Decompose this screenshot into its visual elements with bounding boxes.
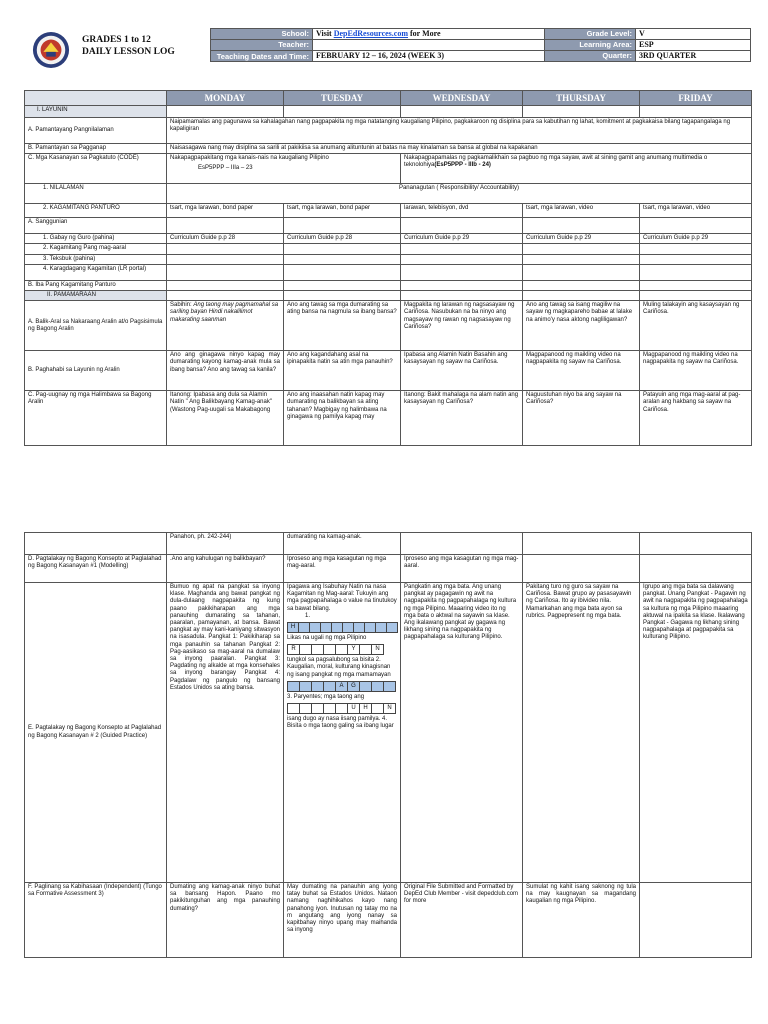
- grade-level-label: Grade Level:: [545, 29, 636, 40]
- balik-aral-tue: Ano ang tawag sa mga dumarating sa ating bansa na nagmula sa ibang bansa?: [284, 301, 401, 351]
- paghahabi-tue: Ano ang kagandahang asal na ipinapakita natin sa atin mga panauhin?: [284, 351, 401, 391]
- balik-mon-quote: Ang taong may pagmamahal sa sariling bayan Hindi nakalilimot makarating saanman: [170, 302, 279, 323]
- puzzle-word-1: [287, 622, 397, 633]
- pag-uugnay-wed: Itanong: Bakit mahalaga na alam natin ang kasaysayan ng Cariñosa?: [401, 391, 523, 446]
- teksbuk-label: 3. Teksbuk (pahina): [25, 254, 167, 264]
- paghahabi-label: B. Paghahabi sa Layunin ng Aralin: [25, 351, 167, 391]
- school-suffix: for More: [408, 29, 441, 38]
- day-wednesday: WEDNESDAY: [401, 91, 523, 106]
- day-thursday: THURSDAY: [523, 91, 640, 106]
- kagamitan-fri: tsart, mga larawan, video: [640, 204, 752, 218]
- puzzle-cell: Y: [347, 644, 360, 655]
- paghahabi-wed: Ipabasa ang Alamin Natin Basahin ang kasaysayan ng sayaw na Cariñosa.: [401, 351, 523, 391]
- teacher-label: Teacher:: [211, 40, 313, 51]
- paglinang-wed: Original File Submitted and Formatted by DepEd Club Member - visit depedclub.com for more: [401, 883, 523, 958]
- gabay-tue: Curriculum Guide p.p 28: [284, 234, 401, 244]
- learning-area-label: Learning Area:: [545, 40, 636, 51]
- day-tuesday: TUESDAY: [284, 91, 401, 106]
- day-header-blank: [25, 91, 167, 106]
- puzzle-cell: [386, 622, 398, 633]
- puzzle-cell: U: [347, 703, 360, 714]
- teacher-value: [313, 40, 545, 51]
- pagtalakay1-wed: Iproseso ang mga kasagutan ng mga mag-aaral.: [401, 555, 523, 583]
- kasanayan-code-1: EsP5PPP – IIIa – 23: [198, 165, 253, 172]
- kagamitan-label: 2. KAGAMITANG PANTURO: [25, 204, 167, 218]
- paglinang-thu: Sumulat ng kahit isang saknong ng tula na may kaugnayan sa magandang kaugalian ng mga Pilipino.: [523, 883, 640, 958]
- paghahabi-mon: Ano ang ginagawa ninyo kapag may dumarating kayong kamag-anak mula sa ibang bansa? Ano ang tawag sa kanila?: [167, 351, 284, 391]
- pagtalakay1-label: D. Pagtalakay ng Bagong Konsepto at Paglalahad ng Bagong Kasanayan #1 (Modelling): [25, 555, 167, 583]
- pag-uugnay-mon: Itanong: Ipabasa ang dula sa Alamin Natin " Ang Balikbayang Kamag-anak" (Wastong Pag-uugali sa Makabagong: [167, 391, 284, 446]
- iba-label: B. Iba Pang Kagamitang Panturo: [25, 280, 167, 290]
- puzzle-cell: [383, 681, 396, 692]
- pag-uugnay-thu: Naguustuhan niyo ba ang sayaw na Cariñosa?: [523, 391, 640, 446]
- pagtalakay2-tue: [284, 583, 401, 883]
- kasanayan-text-1: Nakapagpapakitang mga kanais-nais na kaugaliang Pilipino: [170, 155, 329, 162]
- info-table: [210, 28, 751, 62]
- puzzle-cell: G: [347, 681, 360, 692]
- item-1-question: Likas na ugali ng mga Pilipino: [287, 635, 367, 642]
- deped-seal-icon: [32, 31, 70, 69]
- quarter-label: Quarter:: [545, 51, 636, 62]
- puzzle-cell: H: [359, 703, 372, 714]
- karagdagang-label: 4. Karagdagang Kagamitan (LR portal): [25, 264, 167, 280]
- kagamitan-wed: larawan, telebisyon, dvd: [401, 204, 523, 218]
- kagamitan-thu: tsart, mga larawan, video: [523, 204, 640, 218]
- lesson-log-table-page-1: [24, 90, 752, 446]
- item-1-number: 1.: [305, 612, 311, 619]
- kagamitan-mon: tsart, mga larawan, bond paper: [167, 204, 284, 218]
- puzzle-cell: R: [287, 644, 300, 655]
- pag-uugnay-fri: Patayuin ang mga mag-aaral at pag-aralan ang hakbang sa sayaw na Cariñosa.: [640, 391, 752, 446]
- gabay-fri: Curriculum Guide p.p 29: [640, 234, 752, 244]
- gabay-label: 1. Gabay ng Guro (pahina): [25, 234, 167, 244]
- pangnilalaman-text: Naipamamalas ang pagunawa sa kahalagahan nang pagpapakita ng mga natatanging kaugaliang Pilipino, pagkakaroon ng disiplina para sa kabutihan ng lahat, komitment at pagkakaisa bilang tagapangalaga ng kapaligiran: [167, 118, 752, 144]
- paghahabi-thu: Magpapanood ng maikling video na nagpapakita ng sayaw na Cariñosa.: [523, 351, 640, 391]
- school-value: [313, 29, 545, 40]
- balik-aral-wed: Magpakita ng larawan ng nagsasayaw ng Cariñosa. Nasubukan na ba ninyo ang magsayaw ng rawan ng nagsasayaw ng Cariñosa?: [401, 301, 523, 351]
- title-line-2: DAILY LESSON LOG: [82, 47, 175, 57]
- paglinang-fri: [640, 883, 752, 958]
- isabuhay-intro: Ipagawa ang Isabuhay Natin na nasa Kagamitan ng Mag-aaral: Tukuyin ang mga pagpapahalaga o value na tinutukoy sa bawat bilang.: [287, 584, 397, 612]
- paglinang-mon: Dumating ang kamag-anak ninyo buhat sa bansang Hapon. Paano mo pakikitunguhan ang mga panauhing dumating?: [167, 883, 284, 958]
- school-label: School:: [211, 29, 313, 40]
- puzzle-word-3: [287, 681, 397, 692]
- puzzle-word-2: [287, 644, 397, 655]
- item-4-question: isang dugo ay nasa iisang pamilya. 4. Bisita o mga taong galing sa ibang lugar: [287, 716, 394, 730]
- grade-level-value: V: [636, 29, 751, 40]
- pagtalakay2-fri: Igrupo ang mga bata sa dalawang pangkat. Unang Pangkat - Pagawin ng awit na nagpapakita ng pagpapahalaga sa kultura ng mga Pilipino maaaring aktuwal na ipakita sa klase. Ikalawang Pangkat - Gagawa ng likhang sining nagpapahalaga at pagpapakita sa kulturang Pilipino.: [640, 583, 752, 883]
- dates-label: Teaching Dates and Time:: [211, 51, 313, 62]
- continuation-tue: dumarating na kamag-anak.: [284, 533, 401, 555]
- kasanayan-text-2: Nakapagpapamalas ng pagkamalikhain sa pagbuo ng mga sayaw, awit at sining gamit ang anumang multimedia o teknolohiya: [404, 155, 708, 169]
- layunin-heading: I. LAYUNIN: [25, 106, 167, 118]
- school-prefix: Visit: [316, 29, 334, 38]
- puzzle-word-4: [287, 703, 397, 714]
- pag-uugnay-tue: Ano ang inaasahan natin kapag may dumarating na balikbayan sa ating tahanan? Magbigay ng halimbawa na ginagawa ng pamilya kapag may: [284, 391, 401, 446]
- pagganap-text: Naisasagawa nang may disiplina sa sarili at pakikiisa sa anumang alituntunin at batas na may kinalaman sa bansa at global na kapakanan: [167, 144, 752, 154]
- pangnilalaman-label: A. Pamantayang Pangnilalaman: [25, 118, 167, 144]
- kasanayan-mon-tue: [167, 154, 401, 184]
- day-friday: FRIDAY: [640, 91, 752, 106]
- balik-aral-mon: [167, 301, 284, 351]
- title-line-1: GRADES 1 to 12: [82, 35, 151, 45]
- sanggunian-label: A. Sanggunian: [25, 218, 167, 234]
- document-title: [82, 34, 212, 58]
- kagamitan-tue: tsart, mga larawan, bond paper: [284, 204, 401, 218]
- puzzle-cell: N: [383, 703, 396, 714]
- pagganap-label: B. Pamantayan sa Pagganap: [25, 144, 167, 154]
- puzzle-cell: A: [335, 681, 348, 692]
- pagtalakay2-label: E. Pagtalakay ng Bagong Konsepto at Paglalahad ng Bagong Kasanayan # 2 (Guided Practice): [25, 583, 167, 883]
- nilalaman-label: 1. NILALAMAN: [25, 184, 167, 204]
- learning-area-value: ESP: [636, 40, 751, 51]
- day-monday: MONDAY: [167, 91, 284, 106]
- continuation-blank: [25, 533, 167, 555]
- kagamitang-label: 2. Kagamitang Pang mag-aaral: [25, 244, 167, 254]
- gabay-mon: Curriculum Guide p.p 28: [167, 234, 284, 244]
- paglinang-tue: May dumating na panauhin ang iyong tatay buhat sa Estados Unidos. Nataon namang naghihikahos kayo nang panahong iyon. Inutusan ng tatay mo na m angutang ang iyong nanay sa kapitbahay ninyo upang may maihanda sa inyong: [284, 883, 401, 958]
- pagtalakay2-mon: Bumuo ng apat na pangkat sa inyong klase. Maghanda ang bawat pangkat ng dula-dulaang nagpapakita ng kung paano pakikiharapan ang mga panauhing dumarating sa tahanan, paaralan, pamayanan, at bansa. Bawat pangkat ay may kani-kaniyang sitwasyon na isasadula. Pangkat 1: Pakikiharap sa mga panauhin sa tahanan Pangkat 2: Pag-aasikaso sa mag-aaral na dumalaw sa inyong paaralan. Pangkat 3: Pagdating ng alkalde at mga konsehales sa inyong barangay Pangkat 4: Pagdalaw ng pangulo ng bansang Estados Unidos sa ating bansa.: [167, 583, 284, 883]
- pamamaraan-heading: II. PAMAMARAAN: [25, 291, 167, 301]
- dates-value: FEBRUARY 12 – 16, 2024 (WEEK 3): [313, 51, 545, 62]
- pagtalakay1-mon: .Ano ang kahulugan ng balikbayan?: [167, 555, 284, 583]
- paglinang-label: F. Paglinang sa Kabihasaan (Independent) (Tungo sa Formative Assessment 3): [25, 883, 167, 958]
- item-3-question: 3. Paryentes; mga taong ang: [287, 693, 365, 700]
- gabay-wed: Curriculum Guide p.p 29: [401, 234, 523, 244]
- gabay-thu: Curriculum Guide p.p 29: [523, 234, 640, 244]
- balik-aral-thu: Ano ang tawag sa isang magiliw na sayaw ng magkapareho babae at lalake na animo'y nasa aktong nagliligawan?: [523, 301, 640, 351]
- quarter-value: 3RD QUARTER: [636, 51, 751, 62]
- kasanayan-code-2: (EsP5PPP - IIIb - 24): [434, 162, 491, 169]
- lesson-log-table-page-2: [24, 532, 752, 958]
- puzzle-cell: N: [371, 644, 384, 655]
- nilalaman-text: Pananagutan ( Responsibility/ Accountability): [167, 184, 752, 204]
- balik-mon-prefix: Sabihin:: [170, 302, 194, 309]
- pagtalakay1-tue: Iproseso ang mga kasagutan ng mga mag-aaral.: [284, 555, 401, 583]
- pag-uugnay-label: C. Pag-uugnay ng mga Halimbawa sa Bagong Aralin: [25, 391, 167, 446]
- balik-aral-fri: Muling talakayin ang kasaysayan ng Cariñosa.: [640, 301, 752, 351]
- balik-aral-label: A. Balik-Aral sa Nakaraang Aralin at/o Pagsisimula ng Bagong Aralin: [25, 301, 167, 351]
- kasanayan-wed-fri: [401, 154, 752, 184]
- continuation-mon: Panahon, ph. 242-244): [167, 533, 284, 555]
- depedresources-link[interactable]: DepEdResources.com: [333, 29, 408, 38]
- pagtalakay2-thu: Pakitang turo ng guro sa sayaw na Cariñosa. Bawat grupo ay pasasayawin ng Cariñosa. Ito ay ibivideo nila. Mamarkahan ang mga bata ayon sa rubrics. Pagpepresent ng mga bata.: [523, 583, 640, 883]
- paghahabi-fri: Magpapanood ng maikling video na nagpapakita ng sayaw na Cariñosa.: [640, 351, 752, 391]
- puzzle-cell: H: [287, 622, 299, 633]
- kasanayan-label: C. Mga Kasanayan sa Pagkatuto (CODE): [25, 154, 167, 184]
- pagtalakay2-wed: Pangkatin ang mga bata. Ang unang pangkat ay pagagawin ng awit na nagpapakita ng pagpapahalaga ng kultura ng mga Pilipino. Maaaring video ito ng mga bata o aktwal na sayawin sa klase. Ang ikalawang pangkat ay gagawa ng likhang sining na nagpapakita ng pagpapahalaga sa kulturang Pilipino.: [401, 583, 523, 883]
- item-2-question: tungkol sa pagsalubong sa bisita 2. Kaugalian, moral, kulturang kinagisnan ng isang pangkat ng mga mamamayan: [287, 657, 391, 678]
